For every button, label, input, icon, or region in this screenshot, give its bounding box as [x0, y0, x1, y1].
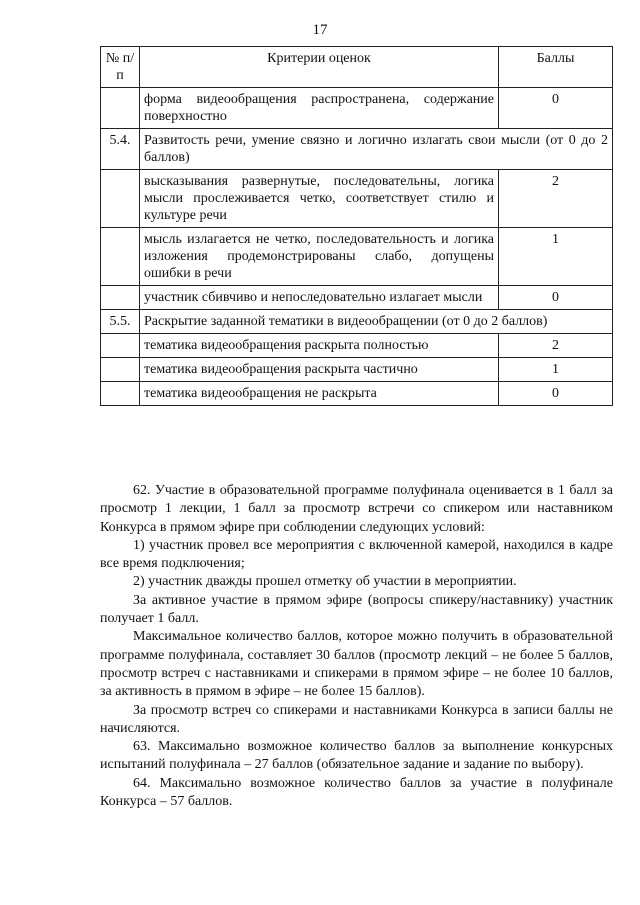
paragraph-max-education: Максимальное количество баллов, которое можно получить в образовательной программе полуфинала, составляет 30 баллов (просмотр лекций – не более 5 баллов, просмотр встреч с наставниками и спикерами в прямом эфире – не более 10 баллов, за активность в прямом в эфире – не более 15 баллов). — [100, 629, 613, 700]
table-row — [101, 382, 613, 406]
body-text — [100, 482, 613, 811]
row-score: 0 — [499, 88, 613, 129]
table-row — [101, 88, 613, 129]
paragraph-64: 64. Максимально возможное количество баллов за участие в полуфинале Конкурса – 57 баллов. — [100, 775, 613, 810]
paragraph-62: 62. Участие в образовательной программе полуфинала оценивается в 1 балл за просмотр 1 лекции, 1 балл за просмотр встречи со спикером или наставником Конкурса в прямом эфире при соблюдении следующих условий: — [100, 483, 613, 535]
header-score: Баллы — [499, 47, 613, 88]
table-row — [101, 170, 613, 228]
page-number: 17 — [312, 22, 328, 38]
section-num: 5.4. — [101, 129, 140, 170]
row-num — [101, 286, 140, 310]
row-num — [101, 228, 140, 286]
row-criterion: высказывания развернутые, последовательны, логика мысли прослеживается четко, соответствует стилю и культуре речи — [140, 170, 499, 228]
table-row — [101, 286, 613, 310]
table-section-row — [101, 129, 613, 170]
table-row — [101, 334, 613, 358]
row-num — [101, 382, 140, 406]
section-num: 5.5. — [101, 310, 140, 334]
row-num — [101, 358, 140, 382]
row-criterion: тематика видеообращения раскрыта полностью — [140, 334, 499, 358]
row-criterion: тематика видеообращения не раскрыта — [140, 382, 499, 406]
table-row — [101, 228, 613, 286]
row-num — [101, 88, 140, 129]
row-score: 0 — [499, 382, 613, 406]
paragraph-recordings: За просмотр встреч со спикерами и наставниками Конкурса в записи баллы не начисляются. — [100, 702, 613, 736]
row-score: 2 — [499, 334, 613, 358]
paragraph-63: 63. Максимально возможное количество баллов за выполнение конкурсных испытаний полуфинала – 27 баллов (обязательное задание и задание по выбору). — [100, 739, 613, 773]
header-num: № п/п — [101, 47, 140, 88]
header-criteria: Критерии оценок — [140, 47, 499, 88]
criteria-table — [100, 46, 613, 406]
row-criterion: тематика видеообращения раскрыта частично — [140, 358, 499, 382]
table-section-row — [101, 310, 613, 334]
row-criterion: форма видеообращения распространена, содержание поверхностно — [140, 88, 499, 129]
row-score: 2 — [499, 170, 613, 228]
row-criterion: участник сбивчиво и непоследовательно излагает мысли — [140, 286, 499, 310]
row-score: 1 — [499, 358, 613, 382]
row-num — [101, 334, 140, 358]
row-score: 1 — [499, 228, 613, 286]
section-title: Развитость речи, умение связно и логично излагать свои мысли (от 0 до 2 баллов) — [140, 129, 613, 170]
paragraph-condition-2: 2) участник дважды прошел отметку об участии в мероприятии. — [133, 574, 517, 590]
table-row — [101, 358, 613, 382]
row-num — [101, 170, 140, 228]
section-title: Раскрытие заданной тематики в видеообращении (от 0 до 2 баллов) — [140, 310, 613, 334]
paragraph-condition-1: 1) участник провел все мероприятия с включенной камерой, находился в кадре все время подключения; — [100, 537, 613, 572]
paragraph-activity: За активное участие в прямом эфире (вопросы спикеру/наставнику) участник получает 1 балл. — [100, 592, 613, 627]
table-header-row — [101, 47, 613, 88]
row-criterion: мысль излагается не четко, последовательность и логика изложения продемонстрированы слабо, допущены ошибки в речи — [140, 228, 499, 286]
row-score: 0 — [499, 286, 613, 310]
